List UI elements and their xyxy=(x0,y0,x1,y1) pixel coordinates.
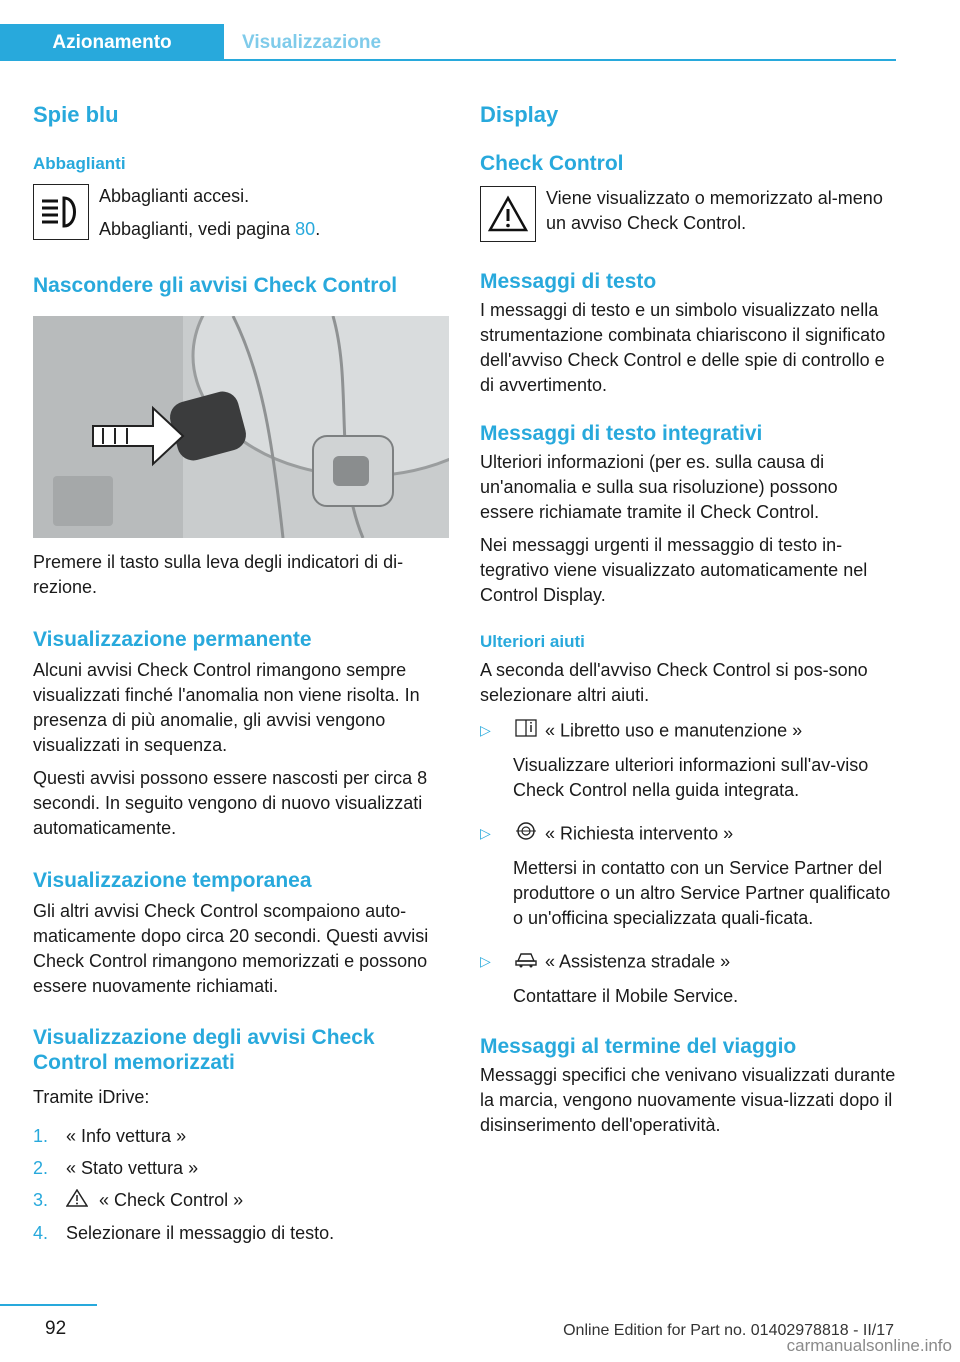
step-number: 4. xyxy=(33,1222,49,1243)
help-option-title-line xyxy=(513,718,896,745)
abbaglianti-ref-text: Abbaglianti, vedi pagina xyxy=(99,219,296,239)
section-tab-azionamento: Azionamento xyxy=(0,24,224,61)
page-link-80[interactable]: 80 xyxy=(295,219,316,239)
heading-messaggi-testo: Messaggi di testo xyxy=(480,270,657,293)
permanente-paragraph-2: Questi avvisi possono essere nascosti per circa 8 secondi. In seguito vengono di nuovo visualizzati automaticamente. xyxy=(33,768,428,838)
edition-note: Online Edition for Part no. 01402978818 - II/17 xyxy=(563,1322,894,1339)
heading-ulteriori-aiuti: Ulteriori aiuti xyxy=(480,632,585,651)
help-option-item xyxy=(480,821,896,939)
heading-termine-viaggio: Messaggi al termine del viaggio xyxy=(480,1035,797,1058)
period: . xyxy=(315,219,321,239)
heading-nascondere: Nascondere gli avvisi Check Control xyxy=(33,274,398,297)
help-option-body xyxy=(513,718,896,811)
integrativi-paragraph-2: Nei messaggi urgenti il messaggio di testo in-tegrativo viene visualizzato automaticamente nel Control Display. xyxy=(480,535,868,605)
check-control-warning-icon xyxy=(480,186,536,242)
help-option-body xyxy=(513,949,738,1017)
bullet-triangle-icon: ▷ xyxy=(480,825,491,841)
tramite-idrive: Tramite iDrive: xyxy=(33,1087,150,1107)
heading-abbaglianti: Abbaglianti xyxy=(33,154,126,173)
heading-temporanea: Visualizzazione temporanea xyxy=(33,869,312,892)
service-icon xyxy=(513,821,539,848)
step-item xyxy=(33,1221,449,1246)
book-icon xyxy=(513,718,539,745)
step-text: Selezionare il messaggio di testo. xyxy=(66,1222,335,1243)
temporanea-paragraph: Gli altri avvisi Check Control scompaiono auto-maticamente dopo circa 20 secondi. Questi avvisi Check Control rimangono memorizzati e possono essere nuovamente richiamati. xyxy=(33,901,429,996)
step-item xyxy=(33,1188,449,1214)
heading-check-control: Check Control xyxy=(480,152,624,175)
check-control-row xyxy=(480,186,896,242)
aiuti-paragraph: A seconda dell'avviso Check Control si pos-sono selezionare altri aiuti. xyxy=(480,660,868,705)
heading-display: Display xyxy=(480,102,559,127)
step-number: 2. xyxy=(33,1158,49,1178)
high-beam-icon xyxy=(33,184,89,240)
heading-permanente: Visualizzazione permanente xyxy=(33,628,312,651)
abbaglianti-text xyxy=(99,184,320,242)
photo-caption: Premere il tasto sulla leva degli indicatori di di-rezione. xyxy=(33,552,404,597)
help-option-title-line xyxy=(513,949,738,976)
section-tab-visualizzazione: Visualizzazione xyxy=(242,31,382,53)
footer-rule xyxy=(0,1304,97,1306)
heading-integrativi: Messaggi di testo integrativi xyxy=(480,422,763,445)
integrativi-paragraph-1: Ulteriori informazioni (per es. sulla causa di un'anomalia e sulla sua risoluzione) possono essere richiamate tramite il Check Control. xyxy=(480,452,838,522)
help-option-item xyxy=(480,718,896,811)
idrive-steps xyxy=(33,1124,449,1246)
page-header xyxy=(0,24,896,62)
help-option-title: « Richiesta intervento » xyxy=(545,823,734,844)
check-control-text: Viene visualizzato o memorizzato al-meno un avviso Check Control. xyxy=(546,188,883,233)
help-option-desc: Contattare il Mobile Service. xyxy=(513,986,739,1006)
abbaglianti-line-1: Abbaglianti accesi. xyxy=(99,186,250,206)
roadside-icon xyxy=(513,949,539,976)
step-text: « Check Control » xyxy=(99,1190,244,1210)
bullet-triangle-icon: ▷ xyxy=(480,953,491,969)
steering-lever-photo xyxy=(33,316,449,538)
bullet-triangle-icon: ▷ xyxy=(480,722,491,738)
termine-paragraph: Messaggi specifici che venivano visualizzati durante la marcia, vengono nuovamente visua-lizzati dopo il disinserimento dell'operatività. xyxy=(480,1065,896,1135)
help-option-body xyxy=(513,821,896,939)
page-number: 92 xyxy=(45,1318,67,1339)
permanente-paragraph-1: Alcuni avvisi Check Control rimangono sempre visualizzati finché l'anomalia non viene risolta. In presenza di più anomalie, gli avvisi vengono visualizzati in sequenza. xyxy=(33,660,420,755)
help-options xyxy=(480,718,896,1017)
step-text: « Info vettura » xyxy=(66,1126,187,1146)
help-option-desc: Mettersi in contatto con un Service Partner del produttore o un altro Service Partner qualificato o un'officina specializzata quali-ficata. xyxy=(513,858,891,928)
warning-icon xyxy=(66,1189,88,1214)
heading-spie-blu: Spie blu xyxy=(33,102,119,127)
step-number: 3. xyxy=(33,1190,49,1210)
step-text: « Stato vettura » xyxy=(66,1158,199,1178)
step-text-with-icon xyxy=(66,1188,243,1214)
heading-memorizzati: Visualizzazione degli avvisi Check Control memorizzati xyxy=(33,1026,375,1074)
check-control-text-box xyxy=(546,186,896,236)
abbaglianti-row xyxy=(33,184,449,242)
help-option-item xyxy=(480,949,896,1017)
step-item xyxy=(33,1156,449,1181)
help-option-title: « Assistenza stradale » xyxy=(545,951,731,972)
help-option-title: « Libretto uso e manutenzione » xyxy=(545,720,803,741)
right-column xyxy=(480,100,896,1138)
help-option-desc: Visualizzare ulteriori informazioni sull'av-viso Check Control nella guida integrata. xyxy=(513,755,869,800)
step-number: 1. xyxy=(33,1126,49,1146)
abbaglianti-line-2 xyxy=(99,217,320,242)
header-rule xyxy=(224,59,896,61)
testo-paragraph: I messaggi di testo e un simbolo visualizzato nella strumentazione combinata chiariscono il significato dell'avviso Check Control e delle spie di controllo e di avvertimento. xyxy=(480,300,886,395)
step-item xyxy=(33,1124,449,1149)
left-column xyxy=(33,100,449,1253)
help-option-title-line xyxy=(513,821,896,848)
watermark: carmanualsonline.info xyxy=(786,1336,952,1355)
